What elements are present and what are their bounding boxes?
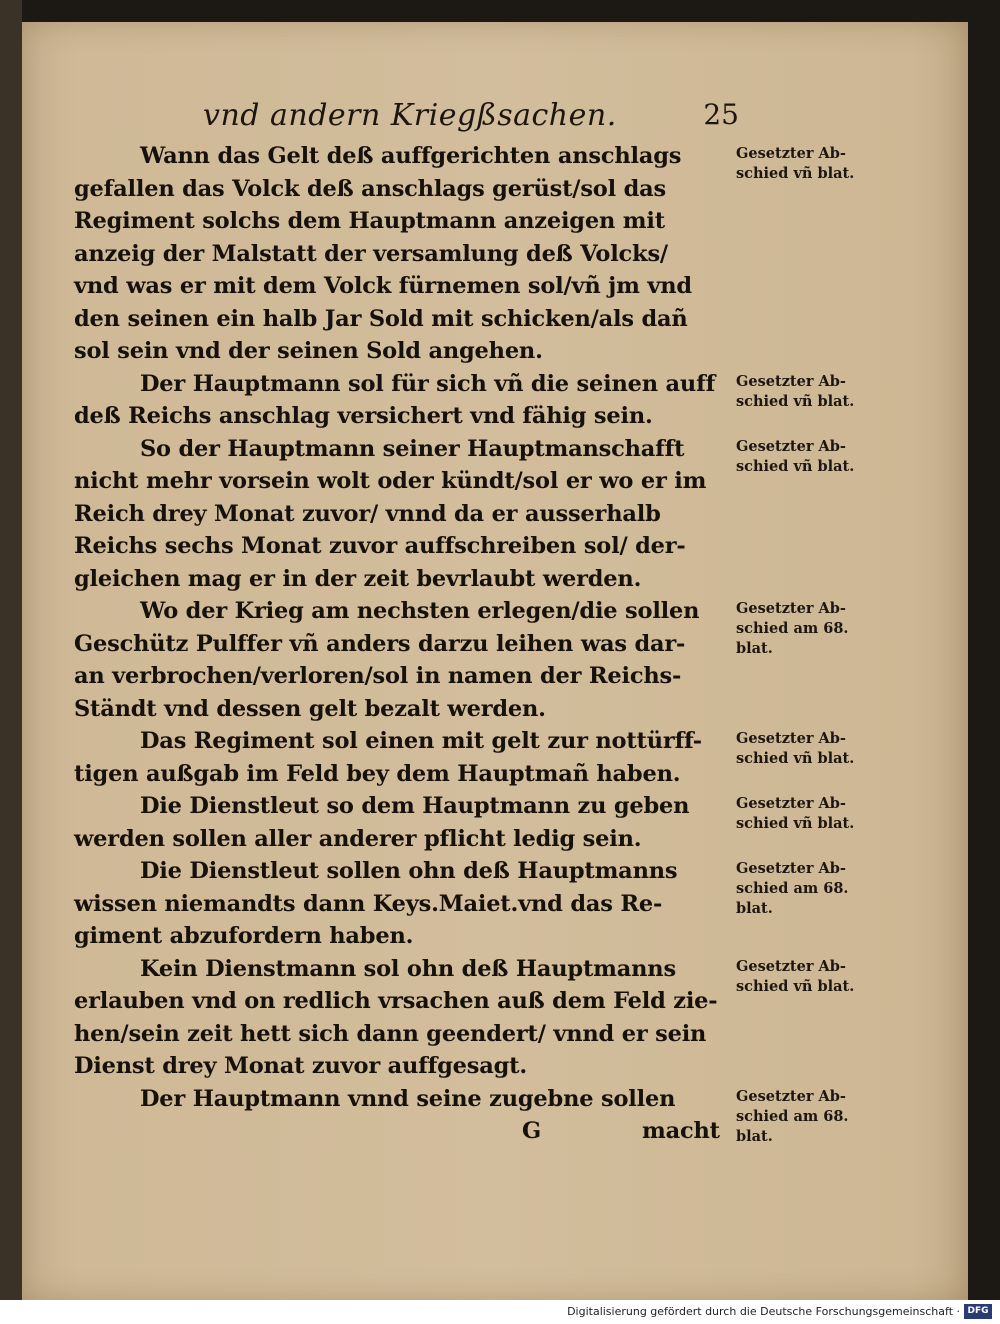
margin-note xyxy=(736,372,881,412)
paragraph xyxy=(74,433,742,596)
margin-note-line: Gesetzter Ab- xyxy=(736,957,846,975)
dfg-logo-icon: DFG xyxy=(964,1304,992,1319)
text-line: an verbrochen/verloren/sol in namen der Reichs- xyxy=(74,663,682,689)
text-line: deß Reichs anschlag versichert vnd fähig sein. xyxy=(74,403,653,429)
margin-note-line: schied vñ blat. xyxy=(736,165,855,182)
margin-note-line: schied vñ blat. xyxy=(736,815,855,832)
margin-note-line: Gesetzter Ab- xyxy=(736,145,846,162)
margin-note-line: Gesetzter Ab- xyxy=(736,600,846,617)
paragraph xyxy=(74,595,742,725)
text-line: Die Dienstleut so dem Hauptmann zu geben xyxy=(140,793,690,819)
text-line: Das Regiment sol einen mit gelt zur nottürff- xyxy=(140,728,702,754)
catch-line xyxy=(74,1115,742,1148)
text-line: anzeig der Malstatt der versamlung deß Volcks/ xyxy=(74,240,668,267)
running-title: vnd andern Kriegßsachen. xyxy=(203,98,617,133)
paragraph xyxy=(74,725,742,790)
margin-note xyxy=(736,437,881,477)
text-line: sol sein vnd der seinen Sold angehen. xyxy=(74,338,543,364)
body-text xyxy=(74,140,742,1148)
funding-credit: Digitalisierung gefördert durch die Deutsche Forschungsgemeinschaft · xyxy=(567,1305,960,1318)
footer-bar xyxy=(0,1300,1000,1324)
scan-edge xyxy=(0,0,22,1300)
text-line: Geschütz Pulffer vñ anders darzu leihen was dar- xyxy=(74,630,686,657)
signature-mark: G xyxy=(522,1118,542,1144)
margin-note-line: Gesetzter Ab- xyxy=(736,730,846,747)
text-line: Die Dienstleut sollen ohn deß Hauptmanns xyxy=(140,858,678,884)
text-line: Wo der Krieg am nechsten erlegen/die sollen xyxy=(140,598,700,624)
margin-note-line: blat. xyxy=(736,900,773,917)
text-line: nicht mehr vorsein wolt oder kündt/sol er wo er im xyxy=(74,468,707,494)
text-line: Reichs sechs Monat zuvor auffschreiben sol/ der- xyxy=(74,533,686,559)
margin-note-line: schied vñ blat. xyxy=(736,392,855,410)
margin-note-line: schied vñ blat. xyxy=(736,977,855,995)
margin-note-line: Gesetzter Ab- xyxy=(736,860,846,877)
paragraph xyxy=(74,368,742,433)
text-line: Regiment solchs dem Hauptmann anzeigen mit xyxy=(74,208,665,234)
text-line: gleichen mag er in der zeit bevrlaubt werden. xyxy=(74,565,642,592)
text-line: Wann das Gelt deß auffgerichten anschlags xyxy=(140,143,682,169)
page-header xyxy=(203,98,743,138)
margin-note xyxy=(736,729,881,769)
text-line: hen/sein zeit hett sich dann geendert/ vnnd er sein xyxy=(74,1020,707,1047)
margin-note xyxy=(736,794,881,834)
margin-note xyxy=(736,1087,881,1147)
margin-note-line: schied am 68. xyxy=(736,1107,849,1125)
text-line: tigen außgab im Feld bey dem Hauptmañ haben. xyxy=(74,760,681,787)
text-line: Kein Dienstmann sol ohn deß Hauptmanns xyxy=(140,955,676,982)
paragraph xyxy=(74,855,742,953)
text-line: erlauben vnd on redlich vrsachen auß dem Feld zie- xyxy=(74,988,718,1014)
margin-note xyxy=(736,859,881,919)
text-line: wissen niemandts dann Keys.Maiet.vnd das Re- xyxy=(74,890,663,917)
text-line: Ständt vnd dessen gelt bezalt werden. xyxy=(74,695,546,722)
margin-note-line: schied am 68. xyxy=(736,880,849,897)
text-line: Der Hauptmann vnnd seine zugebne sollen xyxy=(140,1085,676,1112)
catchword: macht xyxy=(642,1118,720,1144)
text-line: vnd was er mit dem Volck fürnemen sol/vñ jm vnd xyxy=(74,273,692,299)
text-line: Der Hauptmann sol für sich vñ die seinen auff xyxy=(140,370,716,397)
paragraph xyxy=(74,790,742,855)
page-number: 25 xyxy=(703,98,739,131)
margin-note-line: schied am 68. xyxy=(736,620,849,637)
text-line: Reich drey Monat zuvor/ vnnd da er ausserhalb xyxy=(74,500,661,527)
margin-note-line: blat. xyxy=(736,1127,773,1145)
paragraph xyxy=(74,953,742,1083)
text-line: gefallen das Volck deß anschlags gerüst/sol das xyxy=(74,175,666,202)
margin-note-line: schied vñ blat. xyxy=(736,750,855,767)
margin-note-line: schied vñ blat. xyxy=(736,457,855,475)
margin-note xyxy=(736,957,881,997)
text-line: den seinen ein halb Jar Sold mit schicken/als dañ xyxy=(74,305,688,332)
margin-note-line: Gesetzter Ab- xyxy=(736,795,846,812)
text-line: werden sollen aller anderer pflicht ledig sein. xyxy=(74,825,642,852)
margin-note xyxy=(736,144,881,184)
paragraph xyxy=(74,140,742,368)
text-line: Dienst drey Monat zuvor auffgesagt. xyxy=(74,1053,527,1079)
margin-note-line: Gesetzter Ab- xyxy=(736,1087,846,1105)
text-line: So der Hauptmann seiner Hauptmanschafft xyxy=(140,435,685,462)
margin-note-line: Gesetzter Ab- xyxy=(736,437,846,455)
margin-note-line: blat. xyxy=(736,640,773,657)
paragraph xyxy=(74,1083,742,1116)
text-line: giment abzufordern haben. xyxy=(74,923,414,949)
margin-note-line: Gesetzter Ab- xyxy=(736,372,846,390)
margin-note xyxy=(736,599,881,659)
